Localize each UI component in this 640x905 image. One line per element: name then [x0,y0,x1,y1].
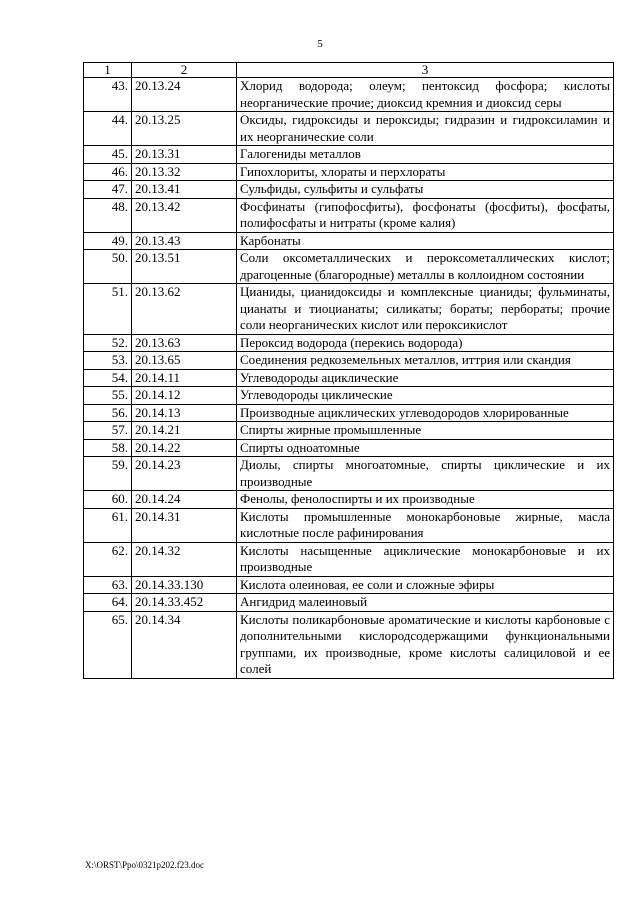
row-number: 43. [84,78,132,112]
row-number: 61. [84,508,132,542]
row-number: 59. [84,457,132,491]
table-row [84,352,614,370]
row-description: Производные ациклических углеводородов хлорированные [237,404,614,422]
row-number: 62. [84,542,132,576]
row-number: 57. [84,422,132,440]
table-row [84,439,614,457]
row-number: 60. [84,491,132,509]
column-header-code: 2 [132,63,237,78]
table-row [84,334,614,352]
row-number: 58. [84,439,132,457]
row-number: 65. [84,611,132,678]
row-code: 20.13.43 [132,232,237,250]
column-header-description: 3 [237,63,614,78]
table-header-row [84,63,614,78]
row-code: 20.14.13 [132,404,237,422]
codes-table [83,62,614,679]
table-row [84,146,614,164]
table-row [84,576,614,594]
row-number: 55. [84,387,132,405]
row-number: 46. [84,163,132,181]
row-number: 53. [84,352,132,370]
row-description: Цианиды, цианидоксиды и комплексные цианиды; фульминаты, цианаты и тиоцианаты; силикаты; бораты; пербораты; прочие соли неорганических кислот или пероксикислот [237,284,614,335]
row-description: Соли оксометаллических и пероксометаллических кислот; драгоценные (благородные) металлы в коллоидном состоянии [237,250,614,284]
row-number: 52. [84,334,132,352]
row-number: 51. [84,284,132,335]
table-row [84,404,614,422]
row-description: Спирты одноатомные [237,439,614,457]
table-row [84,78,614,112]
row-number: 50. [84,250,132,284]
row-number: 54. [84,369,132,387]
row-description: Кислоты промышленные монокарбоновые жирные, масла кислотные после рафинирования [237,508,614,542]
row-description: Ангидрид малеиновый [237,594,614,612]
table-row [84,250,614,284]
row-code: 20.14.31 [132,508,237,542]
row-description: Соединения редкоземельных металлов, иттрия или скандия [237,352,614,370]
row-code: 20.13.65 [132,352,237,370]
table-row [84,181,614,199]
row-code: 20.14.23 [132,457,237,491]
table-row [84,611,614,678]
row-description: Кислоты поликарбоновые ароматические и кислоты карбоновые с дополнительными кислородсодержащими функциональными группами, их производные, кроме кислоты салициловой и ее солей [237,611,614,678]
row-code: 20.13.31 [132,146,237,164]
document-path-footer: X:\ORST\Ppo\0321p202.f23.doc [85,860,205,870]
table-row [84,594,614,612]
row-number: 45. [84,146,132,164]
row-code: 20.14.33.130 [132,576,237,594]
row-description: Фенолы, фенолоспирты и их производные [237,491,614,509]
table-row [84,163,614,181]
row-code: 20.13.51 [132,250,237,284]
column-header-number: 1 [84,63,132,78]
row-description: Хлорид водорода; олеум; пентоксид фосфора; кислоты неорганические прочие; диоксид кремния и диоксид серы [237,78,614,112]
row-description: Сульфиды, сульфиты и сульфаты [237,181,614,199]
row-description: Гипохлориты, хлораты и перхлораты [237,163,614,181]
row-code: 20.14.33.452 [132,594,237,612]
row-code: 20.14.22 [132,439,237,457]
table-row [84,369,614,387]
row-description: Кислоты насыщенные ациклические монокарбоновые и их производные [237,542,614,576]
table-row [84,232,614,250]
table-row [84,508,614,542]
row-number: 47. [84,181,132,199]
row-number: 44. [84,112,132,146]
row-number: 56. [84,404,132,422]
row-code: 20.13.62 [132,284,237,335]
row-code: 20.13.25 [132,112,237,146]
row-code: 20.13.42 [132,198,237,232]
row-number: 63. [84,576,132,594]
row-description: Фосфинаты (гипофосфиты), фосфонаты (фосфиты), фосфаты, полифосфаты и нитраты (кроме калия) [237,198,614,232]
row-code: 20.13.24 [132,78,237,112]
table-row [84,387,614,405]
row-code: 20.13.32 [132,163,237,181]
row-number: 49. [84,232,132,250]
row-description: Диолы, спирты многоатомные, спирты циклические и их производные [237,457,614,491]
table-row [84,284,614,335]
row-code: 20.14.11 [132,369,237,387]
row-code: 20.14.34 [132,611,237,678]
table-row [84,422,614,440]
row-description: Кислота олеиновая, ее соли и сложные эфиры [237,576,614,594]
row-description: Углеводороды циклические [237,387,614,405]
row-number: 48. [84,198,132,232]
table-row [84,457,614,491]
row-description: Пероксид водорода (перекись водорода) [237,334,614,352]
row-description: Спирты жирные промышленные [237,422,614,440]
row-description: Галогениды металлов [237,146,614,164]
row-code: 20.13.63 [132,334,237,352]
table-row [84,112,614,146]
row-code: 20.14.21 [132,422,237,440]
row-number: 64. [84,594,132,612]
row-description: Углеводороды ациклические [237,369,614,387]
table-row [84,542,614,576]
row-description: Карбонаты [237,232,614,250]
row-code: 20.14.12 [132,387,237,405]
table-row [84,198,614,232]
row-description: Оксиды, гидроксиды и пероксиды; гидразин и гидроксиламин и их неорганические соли [237,112,614,146]
table-row [84,491,614,509]
row-code: 20.14.32 [132,542,237,576]
row-code: 20.13.41 [132,181,237,199]
row-code: 20.14.24 [132,491,237,509]
page-number: 5 [317,38,323,50]
